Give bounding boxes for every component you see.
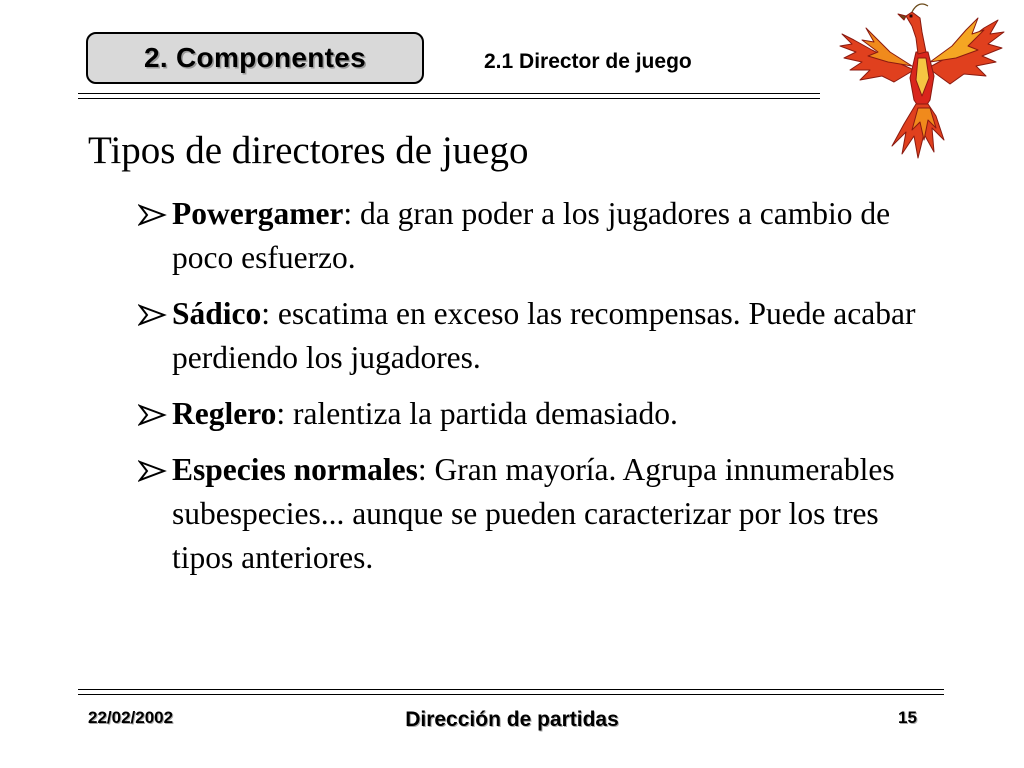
bullet-term: Powergamer <box>172 196 344 231</box>
page-number: 15 <box>898 708 917 727</box>
header-divider-bottom <box>78 98 820 99</box>
arrow-bullet-icon <box>138 204 168 226</box>
bullet-list <box>136 192 936 592</box>
bullet-item <box>136 448 936 580</box>
slide-title: Tipos de directores de juego <box>88 129 529 172</box>
bullet-term: Reglero <box>172 396 277 431</box>
bullet-term: Especies normales <box>172 452 418 487</box>
footer-divider-bottom <box>78 694 944 695</box>
footer-title: Dirección de partidas <box>405 708 619 731</box>
bullet-item <box>136 392 936 436</box>
arrow-bullet-icon <box>138 304 168 326</box>
section-title-box <box>86 32 424 84</box>
footer-date: 22/02/2002 <box>88 708 174 727</box>
bullet-text: : da gran poder a los jugadores a cambio de poco esfuerzo. <box>172 196 891 275</box>
section-title: 2. Componentes <box>143 42 366 73</box>
bullet-text: : Gran mayoría. Agrupa innumerables subespecies... aunque se pueden caracterizar por los tres tipos anteriores. <box>172 452 895 575</box>
bullet-text: : ralentiza la partida demasiado. <box>276 396 678 431</box>
subsection-title: 2.1 Director de juego <box>484 50 692 73</box>
phoenix-icon <box>832 0 1010 160</box>
footer-divider-top <box>78 689 944 690</box>
bullet-term: Sádico <box>172 296 262 331</box>
bullet-item <box>136 292 936 380</box>
header-divider-top <box>78 93 820 94</box>
arrow-bullet-icon <box>138 460 168 482</box>
arrow-bullet-icon <box>138 404 168 426</box>
bullet-text: : escatima en exceso las recompensas. Puede acabar perdiendo los jugadores. <box>172 296 916 375</box>
bullet-item <box>136 192 936 280</box>
